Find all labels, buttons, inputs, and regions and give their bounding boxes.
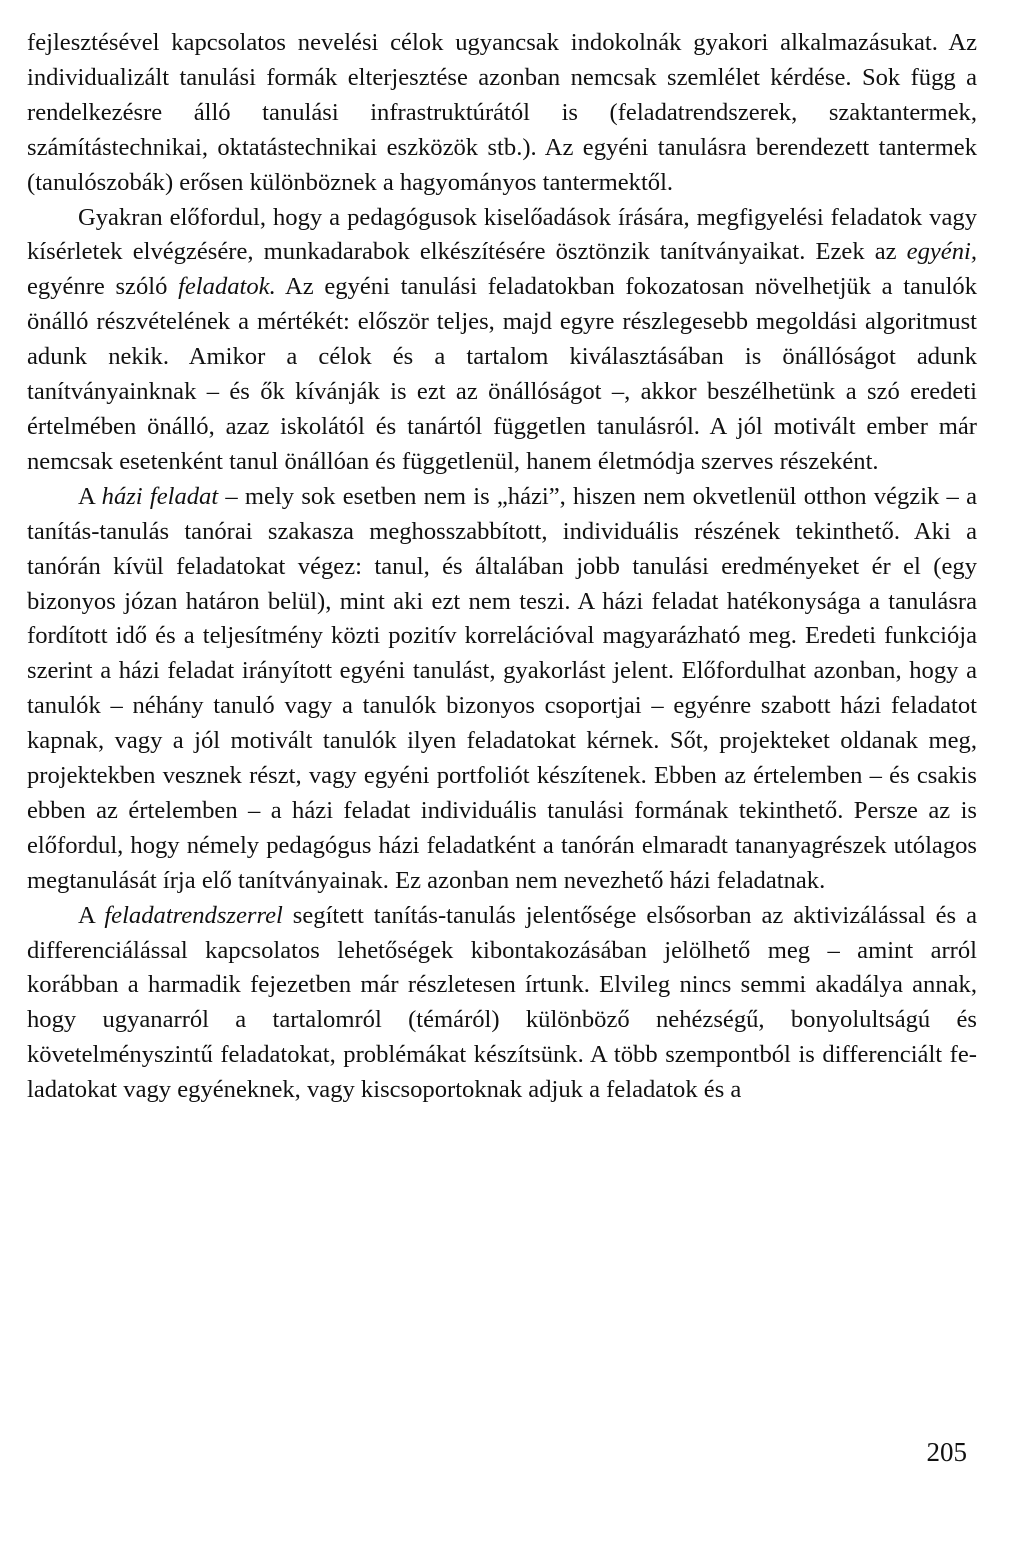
page-number: 205 [926,1437,967,1467]
emphasized-text: házi feladat [101,482,219,510]
paragraph [27,899,977,1108]
emphasized-text: feladatok. [178,273,276,301]
text-segment: segített tanítás-tanulás jelentősége elsősorban az aktivizálással és a differenciálással kapcsolatos lehetőségek kibontakozásában jelölhető meg – amint arról korábban a harmadik fejezetben már részletesen írtunk. Elvileg nincs semmi akadálya annak, hogy ugyanarról a tartalomról (témáról) különböző nehézségű, bonyolultságú és követelményszintű feladatokat, problémákat készítsünk. A több szempontból is differenciált feladatokat vagy egyéneknek, vagy kiscsoportoknak adjuk a feladatok és a [27,901,977,1104]
emphasized-text: feladatrendszerrel [104,901,283,929]
paragraph [27,26,977,201]
page-body [27,26,977,1108]
text-segment: A [78,901,105,929]
text-segment: – mely sok esetben nem is „házi”, hiszen nem okvetlenül otthon végzik – a tanítás-tanulás tanórai szakasza meghosszabbított, individuális részének tekinthető. Aki a tanórán kívül feladatokat végez: tanul, és általában jobb tanulási eredményeket ér el (egy bizonyos józan határon belül), mint aki ezt nem teszi. A házi feladat hatékonysága a tanulásra fordított idő és a teljesítmény közti pozitív korrelációval magyarázható meg. Eredeti funkciója szerint a házi feladat irányított egyéni tanulást, gyakorlást jelent. Előfordulhat azonban, hogy a tanulók – néhány tanuló vagy a tanulók bizonyos csoportjai – egyénre szabott házi feladatot kapnak, vagy a jól motivált tanulók ilyen feladatokat kérnek. Sőt, projekteket oldanak meg, projektekben vesznek részt, vagy egyéni portfoliót készítenek. Ebben az értelemben – és csakis ebben az értelemben – a házi feladat individuális tanulási formának tekinthető. Persze az is előfordul, hogy némely pedagógus házi feladatként a tanórán elmaradt tananyagrészek utólagos megtanulását írja elő tanítványainak. Ez azonban nem nevezhető házi feladatnak. [27,482,977,894]
paragraph [27,480,977,899]
paragraph [27,201,977,480]
emphasized-text: egyéni, [906,238,977,266]
text-segment: Az egyéni tanulási feladatokban fokozatosan növelhetjük a tanulók önálló részvételének a mértékét: először teljes, majd egyre részlegesebb megoldási algoritmust adunk nekik. Amikor a célok és a tartalom kiválasztásában is önállóságot adunk tanítványainknak – és ők kívánják is ezt az önállóságot –, akkor beszélhetünk a szó eredeti értelmében önálló, azaz iskolától és tanártól független tanulásról. A jól motivált ember már nemcsak esetenként tanul önállóan és függetlenül, hanem életmódja szerves részeként. [27,273,977,475]
text-segment: fejlesztésével kapcsolatos nevelési célok ugyancsak indokolnák gyakori alkalmazásukat. Az individualizált tanulási formák elterjesztése azonban nemcsak szemlélet kérdése. Sok függ a rendelkezésre álló tanulási infrastruktúrától is (feladatrendszerek, szaktantermek, számítástechnikai, oktatástechnikai eszközök stb.). Az egyéni tanulásra berendezett tantermek (tanulószobák) erősen különböznek a hagyományos tantermektől. [27,29,977,196]
text-segment: egyénre szóló [27,273,179,301]
text-segment: A [78,482,102,510]
text-segment: Gyakran előfordul, hogy a pedagógusok kiselőadások írására, megfigyelési feladatok vagy kísérletek elvégzésére, munkadarabok elkészítésére ösztönzik tanítványaikat. Ezek az [27,203,977,266]
